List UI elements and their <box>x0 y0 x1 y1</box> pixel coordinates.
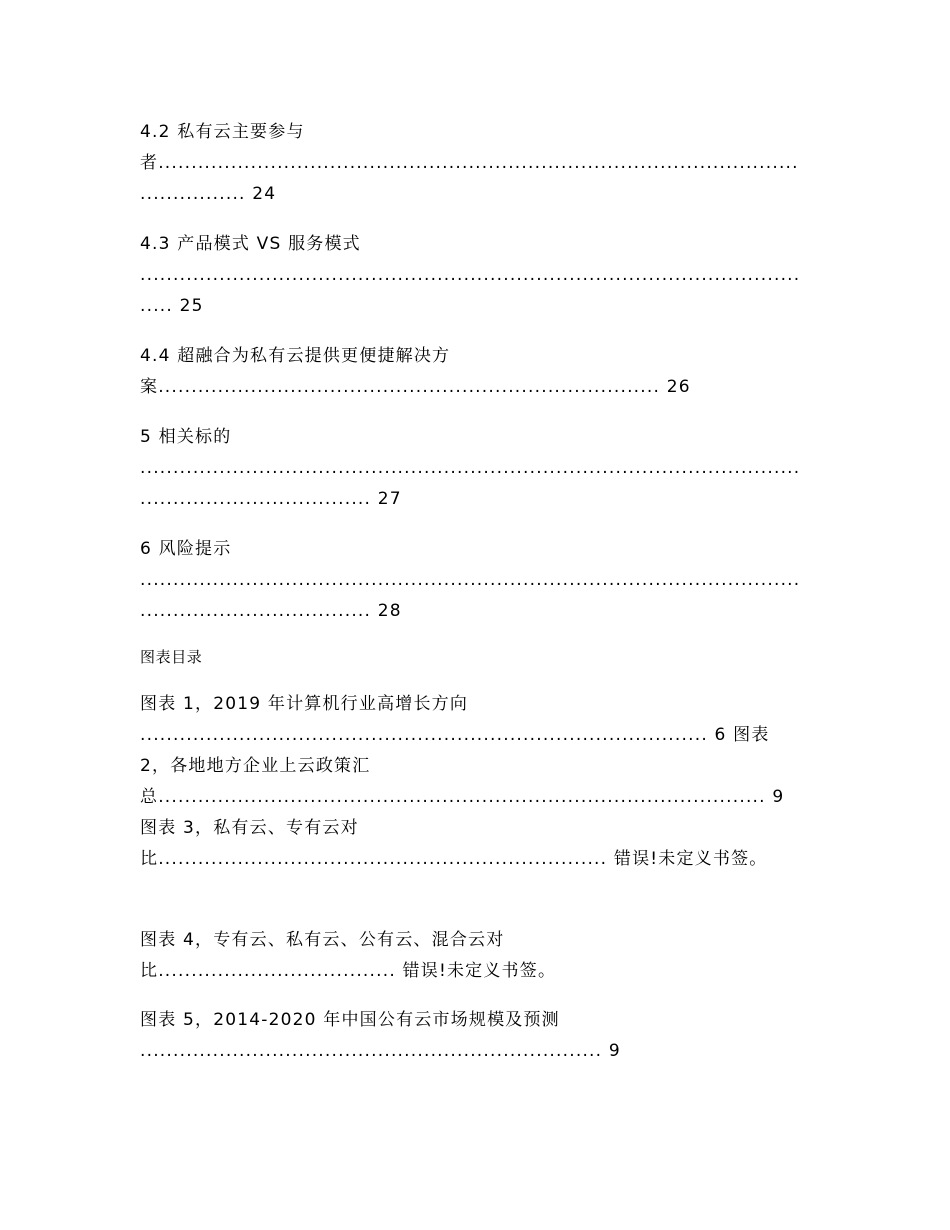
figure-list-heading: 图表目录 <box>140 648 203 666</box>
toc-entry-6-title[interactable]: 6 风险提示 <box>140 539 232 559</box>
figure-entry-3-title[interactable]: 图表 3，私有云、专有云对 <box>140 818 359 838</box>
toc-entry-5-leader: .................................................................................................... <box>140 458 801 478</box>
figure-entry-4-title[interactable]: 图表 4，专有云、私有云、公有云、混合云对 <box>140 930 505 950</box>
toc-entry-4-2-page[interactable]: ................ 24 <box>140 184 277 204</box>
figure-entry-3-leader[interactable]: 比.................................................................... 错误!未定义书签。 <box>140 849 768 869</box>
figure-entry-1-leader[interactable]: ...................................................................................... 6 图表 <box>140 725 770 745</box>
figure-entry-5-leader[interactable]: ...................................................................... 9 <box>140 1041 621 1061</box>
figure-entry-2-title[interactable]: 2，各地地方企业上云政策汇 <box>140 756 371 776</box>
toc-entry-6-page[interactable]: ................................... 28 <box>140 601 402 621</box>
toc-entry-5-title[interactable]: 5 相关标的 <box>140 427 232 447</box>
toc-entry-4-4-title[interactable]: 4.4 超融合为私有云提供更便捷解决方 <box>140 346 451 366</box>
toc-entry-4-4-leader-page[interactable]: 案............................................................................ 26 <box>140 377 691 397</box>
toc-entry-5-page[interactable]: ................................... 27 <box>140 489 402 509</box>
toc-entry-4-3-title[interactable]: 4.3 产品模式 VS 服务模式 <box>140 234 361 254</box>
figure-entry-5-title[interactable]: 图表 5，2014-2020 年中国公有云市场规模及预测 <box>140 1010 560 1030</box>
figure-entry-4-leader[interactable]: 比.................................... 错误!未定义书签。 <box>140 961 557 981</box>
toc-entry-6-leader: .................................................................................................... <box>140 570 801 590</box>
toc-entry-4-2-title[interactable]: 4.2 私有云主要参与 <box>140 122 305 142</box>
figure-entry-2-leader[interactable]: 总............................................................................................ 9 <box>140 787 785 807</box>
figure-entry-1-title[interactable]: 图表 1，2019 年计算机行业高增长方向 <box>140 694 469 714</box>
toc-entry-4-2-leader: 者................................................................................................. <box>140 153 799 173</box>
toc-entry-4-3-page[interactable]: ..... 25 <box>140 296 204 316</box>
toc-entry-4-3-leader: .................................................................................................... <box>140 265 801 285</box>
